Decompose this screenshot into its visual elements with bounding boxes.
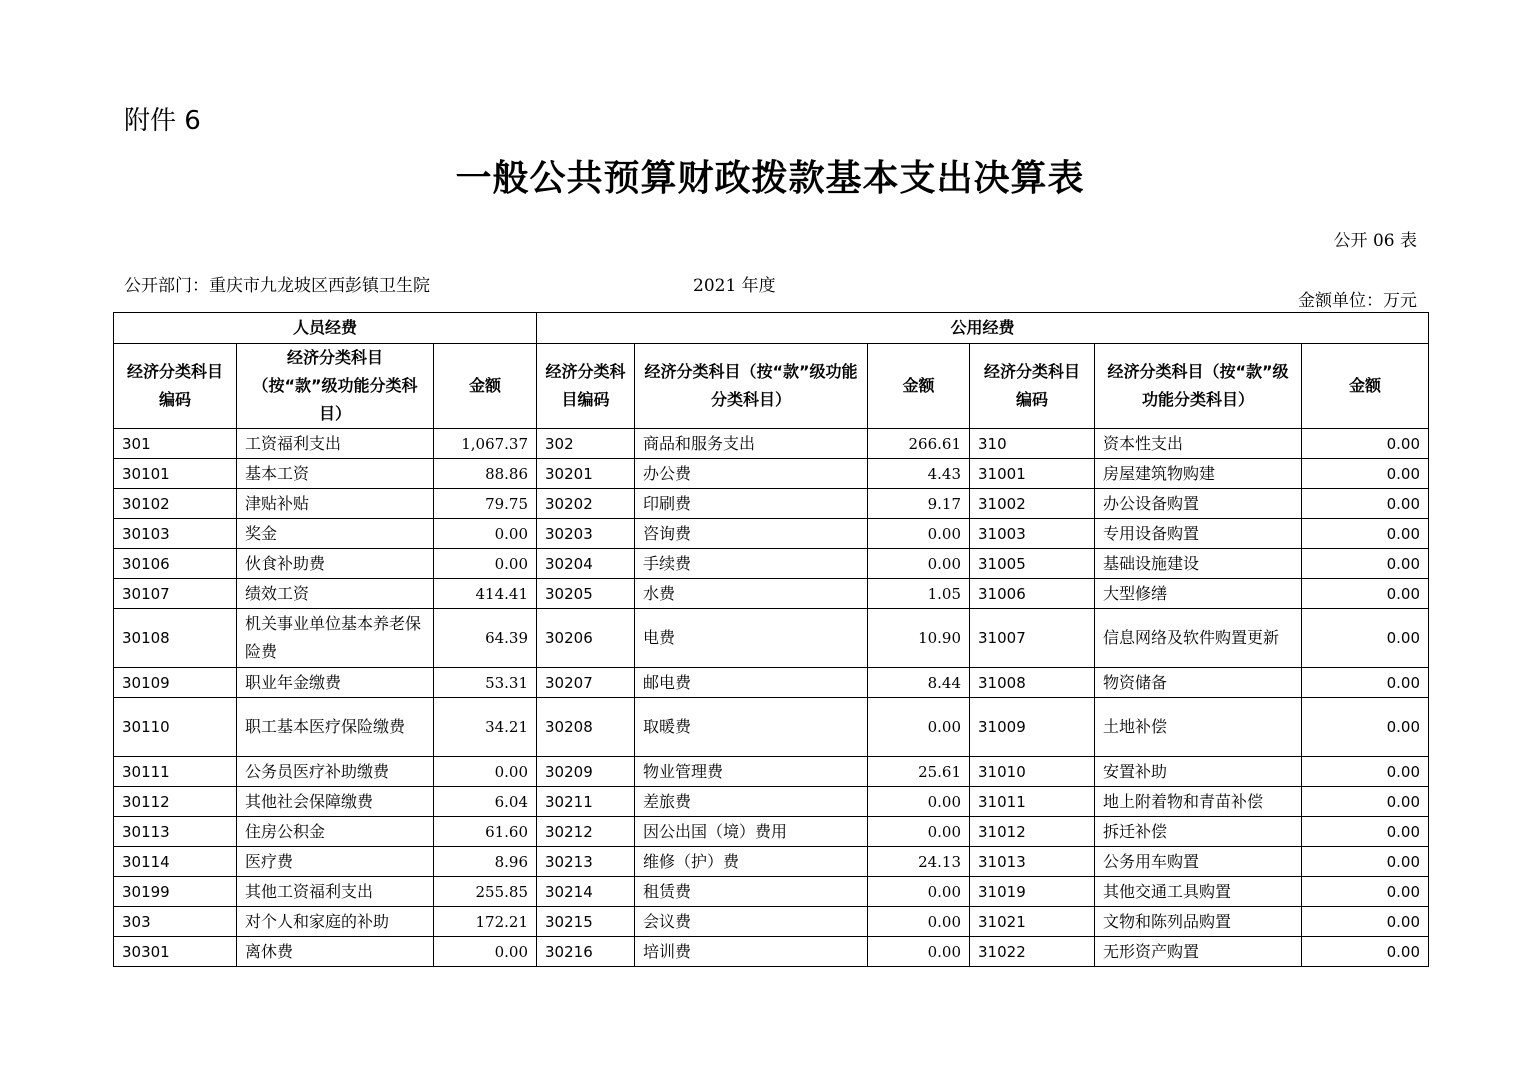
header-amount: 金额 (868, 344, 970, 429)
public-code: 30204 (537, 549, 635, 579)
personnel-amount: 0.00 (434, 519, 537, 549)
capital-amount: 0.00 (1302, 429, 1429, 459)
capital-amount: 0.00 (1302, 817, 1429, 847)
capital-amount: 0.00 (1302, 668, 1429, 698)
header-name: 经济分类科目（按“款”级功能分类科目） (1095, 344, 1302, 429)
public-amount: 9.17 (868, 489, 970, 519)
group-header-public: 公用经费 (537, 313, 1429, 344)
personnel-item: 离休费 (237, 937, 434, 967)
table-row (114, 787, 1429, 817)
public-item: 租赁费 (635, 877, 868, 907)
personnel-code: 30108 (114, 609, 237, 668)
capital-item: 物资储备 (1095, 668, 1302, 698)
header-name: 经济分类科目（按“款”级功能分类科目） (237, 344, 434, 429)
public-amount: 24.13 (868, 847, 970, 877)
personnel-code: 30110 (114, 698, 237, 757)
table-row (114, 489, 1429, 519)
public-item: 维修（护）费 (635, 847, 868, 877)
table-row (114, 847, 1429, 877)
public-item: 水费 (635, 579, 868, 609)
personnel-amount: 53.31 (434, 668, 537, 698)
capital-item: 地上附着物和青苗补偿 (1095, 787, 1302, 817)
capital-amount: 0.00 (1302, 489, 1429, 519)
personnel-amount: 0.00 (434, 757, 537, 787)
public-amount: 0.00 (868, 787, 970, 817)
capital-item: 无形资产购置 (1095, 937, 1302, 967)
header-code: 经济分类科目编码 (114, 344, 237, 429)
table-row (114, 519, 1429, 549)
capital-item: 基础设施建设 (1095, 549, 1302, 579)
capital-amount: 0.00 (1302, 937, 1429, 967)
public-amount: 0.00 (868, 817, 970, 847)
capital-item: 专用设备购置 (1095, 519, 1302, 549)
personnel-amount: 79.75 (434, 489, 537, 519)
public-amount: 0.00 (868, 937, 970, 967)
public-code: 30202 (537, 489, 635, 519)
public-item: 培训费 (635, 937, 868, 967)
public-item: 会议费 (635, 907, 868, 937)
table-row (114, 907, 1429, 937)
attachment-label: 附件 6 (124, 106, 201, 136)
capital-amount: 0.00 (1302, 459, 1429, 489)
personnel-item: 医疗费 (237, 847, 434, 877)
personnel-amount: 414.41 (434, 579, 537, 609)
capital-amount: 0.00 (1302, 609, 1429, 668)
header-name: 经济分类科目（按“款”级功能分类科目） (635, 344, 868, 429)
capital-amount: 0.00 (1302, 907, 1429, 937)
header-code: 经济分类科目编码 (537, 344, 635, 429)
public-item: 邮电费 (635, 668, 868, 698)
expenditure-table (113, 312, 1429, 967)
personnel-amount: 0.00 (434, 937, 537, 967)
personnel-amount: 0.00 (434, 549, 537, 579)
personnel-item: 其他工资福利支出 (237, 877, 434, 907)
capital-item: 资本性支出 (1095, 429, 1302, 459)
public-amount: 25.61 (868, 757, 970, 787)
public-amount: 0.00 (868, 907, 970, 937)
table-row (114, 549, 1429, 579)
personnel-amount: 1,067.37 (434, 429, 537, 459)
capital-code: 31010 (970, 757, 1095, 787)
personnel-item: 基本工资 (237, 459, 434, 489)
capital-amount: 0.00 (1302, 877, 1429, 907)
personnel-amount: 34.21 (434, 698, 537, 757)
personnel-item: 工资福利支出 (237, 429, 434, 459)
public-amount: 8.44 (868, 668, 970, 698)
form-number: 公开 06 表 (1333, 231, 1417, 251)
table-row (114, 877, 1429, 907)
personnel-item: 职业年金缴费 (237, 668, 434, 698)
table-row (114, 459, 1429, 489)
personnel-amount: 172.21 (434, 907, 537, 937)
personnel-code: 30112 (114, 787, 237, 817)
personnel-item: 职工基本医疗保险缴费 (237, 698, 434, 757)
public-amount: 0.00 (868, 698, 970, 757)
public-code: 30216 (537, 937, 635, 967)
table-row (114, 668, 1429, 698)
personnel-code: 30102 (114, 489, 237, 519)
personnel-code: 30113 (114, 817, 237, 847)
personnel-code: 30103 (114, 519, 237, 549)
capital-code: 31008 (970, 668, 1095, 698)
public-code: 30214 (537, 877, 635, 907)
public-code: 30211 (537, 787, 635, 817)
personnel-code: 30109 (114, 668, 237, 698)
public-item: 印刷费 (635, 489, 868, 519)
public-amount: 266.61 (868, 429, 970, 459)
capital-amount: 0.00 (1302, 519, 1429, 549)
capital-item: 公务用车购置 (1095, 847, 1302, 877)
capital-code: 31005 (970, 549, 1095, 579)
page-title: 一般公共预算财政拨款基本支出决算表 (455, 157, 1085, 199)
table-body (114, 429, 1429, 967)
public-code: 30203 (537, 519, 635, 549)
public-amount: 0.00 (868, 549, 970, 579)
personnel-amount: 88.86 (434, 459, 537, 489)
public-item: 取暖费 (635, 698, 868, 757)
public-item: 物业管理费 (635, 757, 868, 787)
department-label: 公开部门：重庆市九龙坡区西彭镇卫生院 (124, 276, 430, 296)
capital-item: 大型修缮 (1095, 579, 1302, 609)
public-code: 302 (537, 429, 635, 459)
personnel-amount: 255.85 (434, 877, 537, 907)
public-code: 30206 (537, 609, 635, 668)
capital-code: 31019 (970, 877, 1095, 907)
personnel-code: 30107 (114, 579, 237, 609)
public-amount: 4.43 (868, 459, 970, 489)
public-code: 30201 (537, 459, 635, 489)
capital-code: 31021 (970, 907, 1095, 937)
capital-code: 31009 (970, 698, 1095, 757)
personnel-item: 伙食补助费 (237, 549, 434, 579)
capital-item: 信息网络及软件购置更新 (1095, 609, 1302, 668)
capital-item: 其他交通工具购置 (1095, 877, 1302, 907)
public-amount: 0.00 (868, 877, 970, 907)
capital-code: 310 (970, 429, 1095, 459)
capital-amount: 0.00 (1302, 549, 1429, 579)
public-code: 30215 (537, 907, 635, 937)
year-label: 2021 年度 (693, 276, 776, 296)
public-item: 咨询费 (635, 519, 868, 549)
personnel-item: 公务员医疗补助缴费 (237, 757, 434, 787)
capital-item: 安置补助 (1095, 757, 1302, 787)
capital-code: 31012 (970, 817, 1095, 847)
personnel-item: 绩效工资 (237, 579, 434, 609)
public-item: 差旅费 (635, 787, 868, 817)
public-amount: 1.05 (868, 579, 970, 609)
public-item: 办公费 (635, 459, 868, 489)
public-code: 30208 (537, 698, 635, 757)
header-amount: 金额 (1302, 344, 1429, 429)
capital-code: 31022 (970, 937, 1095, 967)
personnel-code: 303 (114, 907, 237, 937)
capital-amount: 0.00 (1302, 579, 1429, 609)
public-code: 30212 (537, 817, 635, 847)
public-item: 因公出国（境）费用 (635, 817, 868, 847)
header-code: 经济分类科目编码 (970, 344, 1095, 429)
capital-item: 办公设备购置 (1095, 489, 1302, 519)
capital-code: 31002 (970, 489, 1095, 519)
public-code: 30209 (537, 757, 635, 787)
public-amount: 10.90 (868, 609, 970, 668)
public-code: 30205 (537, 579, 635, 609)
personnel-item: 对个人和家庭的补助 (237, 907, 434, 937)
capital-item: 拆迁补偿 (1095, 817, 1302, 847)
table-row (114, 937, 1429, 967)
personnel-item: 机关事业单位基本养老保险费 (237, 609, 434, 668)
capital-code: 31013 (970, 847, 1095, 877)
capital-amount: 0.00 (1302, 847, 1429, 877)
personnel-code: 30199 (114, 877, 237, 907)
table-row (114, 429, 1429, 459)
table-row (114, 579, 1429, 609)
public-amount: 0.00 (868, 519, 970, 549)
table-row (114, 757, 1429, 787)
personnel-code: 30106 (114, 549, 237, 579)
personnel-item: 其他社会保障缴费 (237, 787, 434, 817)
personnel-item: 津贴补贴 (237, 489, 434, 519)
header-amount: 金额 (434, 344, 537, 429)
capital-code: 31001 (970, 459, 1095, 489)
personnel-amount: 6.04 (434, 787, 537, 817)
capital-amount: 0.00 (1302, 757, 1429, 787)
group-header-personnel: 人员经费 (114, 313, 537, 344)
public-item: 电费 (635, 609, 868, 668)
personnel-item: 住房公积金 (237, 817, 434, 847)
public-code: 30213 (537, 847, 635, 877)
capital-amount: 0.00 (1302, 787, 1429, 817)
personnel-code: 30301 (114, 937, 237, 967)
capital-code: 31007 (970, 609, 1095, 668)
personnel-item: 奖金 (237, 519, 434, 549)
capital-item: 房屋建筑物购建 (1095, 459, 1302, 489)
amount-unit-label: 金额单位：万元 (1298, 291, 1417, 311)
capital-amount: 0.00 (1302, 698, 1429, 757)
personnel-code: 30111 (114, 757, 237, 787)
table-row (114, 609, 1429, 668)
personnel-code: 301 (114, 429, 237, 459)
personnel-code: 30114 (114, 847, 237, 877)
public-item: 手续费 (635, 549, 868, 579)
capital-item: 文物和陈列品购置 (1095, 907, 1302, 937)
public-code: 30207 (537, 668, 635, 698)
table-row (114, 817, 1429, 847)
personnel-amount: 64.39 (434, 609, 537, 668)
capital-code: 31011 (970, 787, 1095, 817)
public-item: 商品和服务支出 (635, 429, 868, 459)
capital-code: 31006 (970, 579, 1095, 609)
capital-item: 土地补偿 (1095, 698, 1302, 757)
table-row (114, 698, 1429, 757)
personnel-code: 30101 (114, 459, 237, 489)
capital-code: 31003 (970, 519, 1095, 549)
personnel-amount: 8.96 (434, 847, 537, 877)
personnel-amount: 61.60 (434, 817, 537, 847)
